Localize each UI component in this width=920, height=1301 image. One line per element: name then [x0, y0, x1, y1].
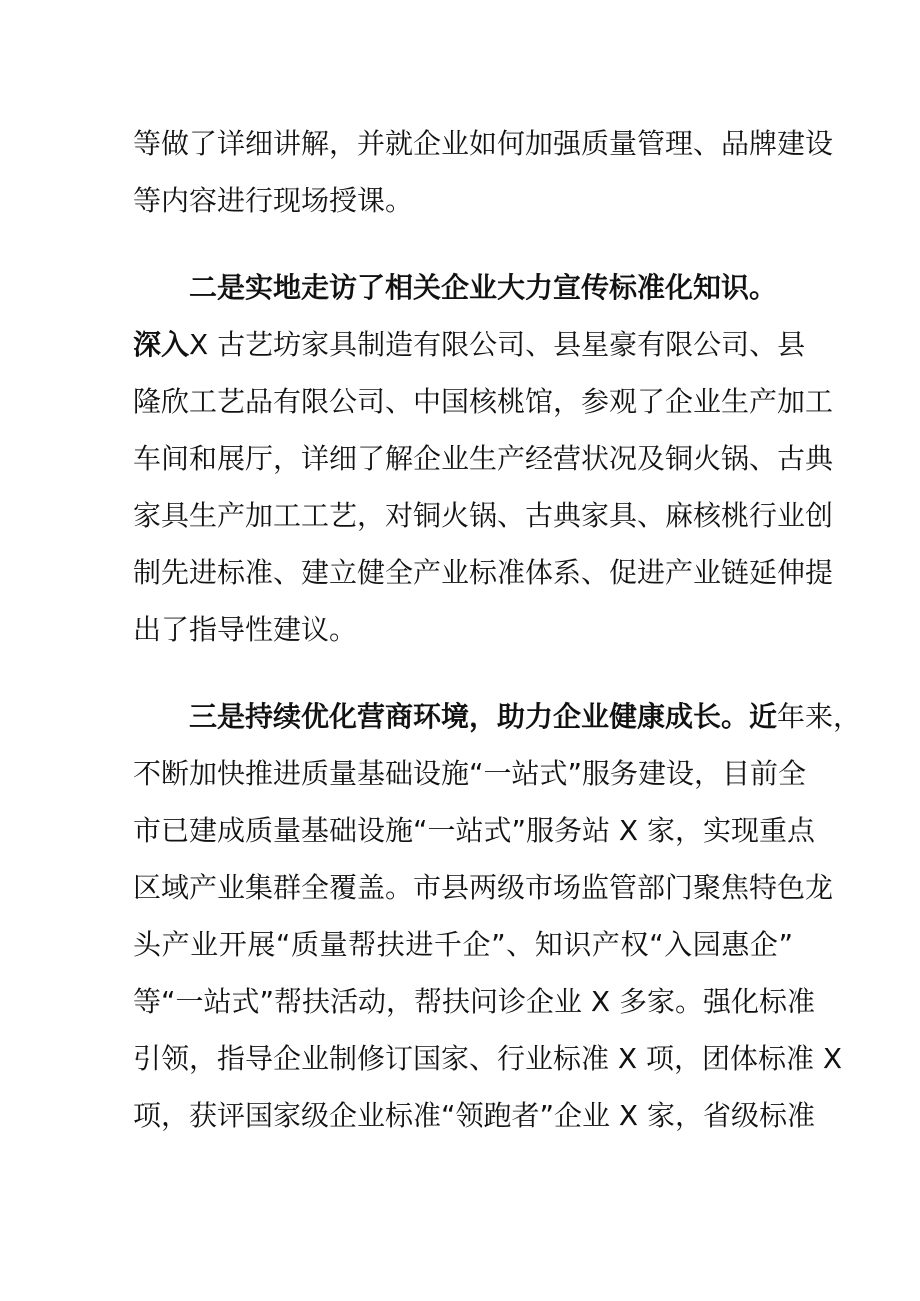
paragraph-3-line-2: 市已建成质量基础设施“一站式”服务站 X 家，实现重点	[133, 814, 815, 847]
paragraph-3-heading-bold: 三是持续优化营商环境，助力企业健康成长。近	[189, 700, 778, 733]
paragraph-2-line-1-rest: X 古艺坊家具制造有限公司、县星豪有限公司、县	[189, 328, 806, 361]
paragraph-3-line-3: 区域产业集群全覆盖。市县两级市场监管部门聚焦特色龙	[133, 871, 834, 904]
paragraph-2-line-6: 出了指导性建议。	[133, 613, 358, 646]
paragraph-3-heading-rest: 年来，	[777, 700, 862, 733]
paragraph-2-line-1	[133, 323, 806, 367]
paragraph-2-line-4: 家具生产加工工艺，对铜火锅、古典家具、麻核桃行业创	[133, 499, 834, 532]
paragraph-3-line-4: 头产业开展“质量帮扶进千企”、知识产权“入园惠企”	[133, 928, 793, 961]
paragraph-3-line-6: 引领，指导企业制修订国家、行业标准 X 项，团体标准 X	[133, 1042, 843, 1075]
paragraph-1-line-1: 等做了详细讲解，并就企业如何加强质量管理、品牌建设	[133, 127, 834, 160]
paragraph-2-line-5: 制先进标准、建立健全产业标准体系、促进产业链延伸提	[133, 556, 834, 589]
paragraph-3-line-5: 等“一站式”帮扶活动，帮扶问诊企业 X 多家。强化标准	[133, 985, 815, 1018]
paragraph-1-line-2: 等内容进行现场授课。	[133, 184, 414, 217]
paragraph-2-lead-bold: 深入	[133, 328, 190, 361]
paragraph-2-heading: 二是实地走访了相关企业大力宣传标准化知识。	[189, 271, 778, 304]
paragraph-2-line-3: 车间和展厅，详细了解企业生产经营状况及铜火锅、古典	[133, 442, 834, 475]
paragraph-3-line-1: 不断加快推进质量基础设施“一站式”服务建设，目前全	[133, 757, 807, 790]
paragraph-3-line-7: 项，获评国家级企业标准“领跑者”企业 X 家，省级标准	[133, 1099, 815, 1132]
paragraph-2-line-2: 隆欣工艺品有限公司、中国核桃馆，参观了企业生产加工	[133, 385, 834, 418]
paragraph-3-heading-line	[189, 695, 862, 739]
